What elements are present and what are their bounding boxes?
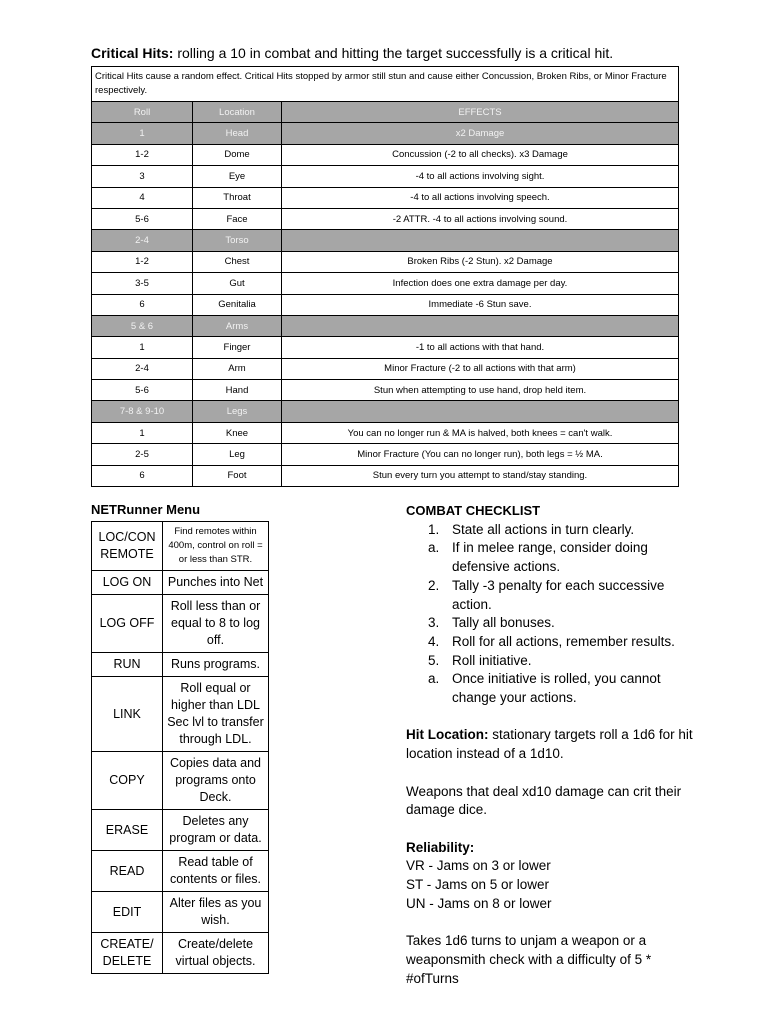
- cell-roll: 3-5: [92, 273, 193, 294]
- cell-location: Hand: [193, 380, 282, 401]
- cell-effect: Stun when attempting to use hand, drop held item.: [282, 380, 679, 401]
- cell-effect: -2 ATTR. -4 to all actions involving sound.: [282, 208, 679, 229]
- table-row: [92, 422, 679, 443]
- cell-effect: Infection does one extra damage per day.: [282, 273, 679, 294]
- cell-effect: -4 to all actions involving sight.: [282, 166, 679, 187]
- checklist-item: 1. State all actions in turn clearly.: [428, 521, 635, 537]
- cell-location: Gut: [193, 273, 282, 294]
- table-row: [92, 187, 679, 208]
- unjam-note: Takes 1d6 turns to unjam a weapon or a weaponsmith check with a difficulty of 5 * #ofTurns: [406, 933, 652, 986]
- cell-effect: Broken Ribs (-2 Stun). x2 Damage: [282, 251, 679, 272]
- command-description: Copies data and programs onto Deck.: [163, 752, 269, 810]
- command-description: Deletes any program or data.: [163, 810, 269, 851]
- combat-checklist-title: COMBAT CHECKLIST: [406, 503, 541, 518]
- cell-roll: 3: [92, 166, 193, 187]
- command-name: EDIT: [92, 892, 163, 933]
- cell-effect: You can no longer run & MA is halved, both knees = can't walk.: [282, 422, 679, 443]
- netrunner-menu-table: [91, 521, 269, 974]
- cell-roll: 6: [92, 294, 193, 315]
- table-row: [92, 337, 679, 358]
- cell-roll: 1-2: [92, 251, 193, 272]
- reliability-line: ST - Jams on 5 or lower: [406, 877, 550, 893]
- table-row: [92, 273, 679, 294]
- cell-roll: 5-6: [92, 208, 193, 229]
- table-row: [92, 677, 269, 752]
- column-header-location: Location: [193, 102, 282, 123]
- table-row: [92, 933, 269, 974]
- reliability-line: VR - Jams on 3 or lower: [406, 858, 551, 874]
- table-header-row: [92, 102, 679, 123]
- critical-hits-heading-text: rolling a 10 in combat and hitting the target successfully is a critical hit.: [173, 45, 614, 61]
- cell-roll: 2-4: [92, 230, 193, 251]
- cell-location: Head: [193, 123, 282, 144]
- table-row: [92, 144, 679, 165]
- command-name: LINK: [92, 677, 163, 752]
- netrunner-menu-heading: NETRunner Menu: [91, 502, 201, 517]
- table-row: [92, 444, 679, 465]
- cell-effect: [282, 315, 679, 336]
- cell-roll: 1-2: [92, 144, 193, 165]
- checklist-item: 3. Tally all bonuses.: [428, 615, 555, 631]
- table-row: [92, 810, 269, 851]
- column-header-roll: Roll: [92, 102, 193, 123]
- cell-effect: Stun every turn you attempt to stand/stay standing.: [282, 465, 679, 486]
- cell-location: Eye: [193, 166, 282, 187]
- cell-location: Face: [193, 208, 282, 229]
- hit-location-note: Hit Location: stationary targets roll a 1d6 for hit location instead of a 1d10.: [406, 727, 693, 762]
- table-row: [92, 294, 679, 315]
- table-row: [92, 208, 679, 229]
- cell-effect: -4 to all actions involving speech.: [282, 187, 679, 208]
- table-row: [92, 595, 269, 653]
- table-row: [92, 571, 269, 595]
- command-description: Read table of contents or files.: [163, 851, 269, 892]
- cell-location: Torso: [193, 230, 282, 251]
- table-row: [92, 465, 679, 486]
- table-row: [92, 166, 679, 187]
- cell-effect: Immediate -6 Stun save.: [282, 294, 679, 315]
- cell-roll: 2-5: [92, 444, 193, 465]
- table-row: [92, 251, 679, 272]
- cell-roll: 5-6: [92, 380, 193, 401]
- location-group-row: [92, 401, 679, 422]
- cell-location: Genitalia: [193, 294, 282, 315]
- critical-hits-table: [91, 66, 679, 487]
- command-description: Alter files as you wish.: [163, 892, 269, 933]
- cell-location: Knee: [193, 422, 282, 443]
- cell-effect: Concussion (-2 to all checks). x3 Damage: [282, 144, 679, 165]
- cell-roll: 5 & 6: [92, 315, 193, 336]
- cell-location: Arms: [193, 315, 282, 336]
- cell-roll: 1: [92, 337, 193, 358]
- cell-roll: 1: [92, 422, 193, 443]
- command-description: Roll less than or equal to 8 to log off.: [163, 595, 269, 653]
- checklist-item: 5. Roll initiative.: [428, 652, 532, 668]
- command-name: LOG ON: [92, 571, 163, 595]
- checklist-item: 2. Tally -3 penalty for each successive action.: [428, 577, 665, 612]
- table-row: [92, 358, 679, 379]
- cell-roll: 4: [92, 187, 193, 208]
- command-name: LOC/CON REMOTE: [92, 522, 163, 571]
- cell-roll: 1: [92, 123, 193, 144]
- command-description: Runs programs.: [163, 653, 269, 677]
- checklist-item: 4. Roll for all actions, remember results.: [428, 633, 675, 649]
- command-description: Punches into Net: [163, 571, 269, 595]
- cell-roll: 7-8 & 9-10: [92, 401, 193, 422]
- checklist-subitem: a. Once initiative is rolled, you cannot change your actions.: [428, 671, 661, 706]
- checklist-subitem: a. If in melee range, consider doing defensive actions.: [428, 540, 648, 575]
- table-row: [92, 892, 269, 933]
- command-name: LOG OFF: [92, 595, 163, 653]
- cell-location: Finger: [193, 337, 282, 358]
- cell-location: Leg: [193, 444, 282, 465]
- command-name: READ: [92, 851, 163, 892]
- cell-effect: Minor Fracture (You can no longer run), both legs = ½ MA.: [282, 444, 679, 465]
- table-row: [92, 851, 269, 892]
- right-column: [406, 502, 706, 988]
- cell-roll: 2-4: [92, 358, 193, 379]
- table-row: [92, 522, 269, 571]
- cell-location: Foot: [193, 465, 282, 486]
- command-description: Create/delete virtual objects.: [163, 933, 269, 974]
- location-group-row: [92, 315, 679, 336]
- command-name: ERASE: [92, 810, 163, 851]
- column-header-effects: EFFECTS: [282, 102, 679, 123]
- command-description: Roll equal or higher than LDL Sec lvl to transfer through LDL.: [163, 677, 269, 752]
- location-group-row: [92, 123, 679, 144]
- combat-checklist: [406, 521, 706, 708]
- cell-location: Dome: [193, 144, 282, 165]
- cell-effect: x2 Damage: [282, 123, 679, 144]
- cell-effect: [282, 230, 679, 251]
- cell-effect: [282, 401, 679, 422]
- weapons-crit-note: Weapons that deal xd10 damage can crit their damage dice.: [406, 783, 682, 818]
- cell-location: Arm: [193, 358, 282, 379]
- reliability-title: Reliability:: [406, 839, 475, 855]
- critical-hits-heading-bold: Critical Hits:: [91, 45, 174, 61]
- cell-effect: Minor Fracture (-2 to all actions with that arm): [282, 358, 679, 379]
- location-group-row: [92, 230, 679, 251]
- table-row: [92, 653, 269, 677]
- critical-hits-intro: Critical Hits cause a random effect. Critical Hits stopped by armor still stun and cause either Concussion, Broken Ribs, or Minor Fracture respectively.: [92, 67, 679, 102]
- table-row: [92, 752, 269, 810]
- cell-location: Legs: [193, 401, 282, 422]
- cell-location: Chest: [193, 251, 282, 272]
- reliability-line: UN - Jams on 8 or lower: [406, 895, 552, 911]
- cell-roll: 6: [92, 465, 193, 486]
- command-description: Find remotes within 400m, control on roll = or less than STR.: [163, 522, 269, 571]
- cell-location: Throat: [193, 187, 282, 208]
- command-name: RUN: [92, 653, 163, 677]
- command-name: CREATE/ DELETE: [92, 933, 163, 974]
- table-row: [92, 380, 679, 401]
- command-name: COPY: [92, 752, 163, 810]
- cell-effect: -1 to all actions with that hand.: [282, 337, 679, 358]
- critical-hits-heading: [91, 45, 613, 61]
